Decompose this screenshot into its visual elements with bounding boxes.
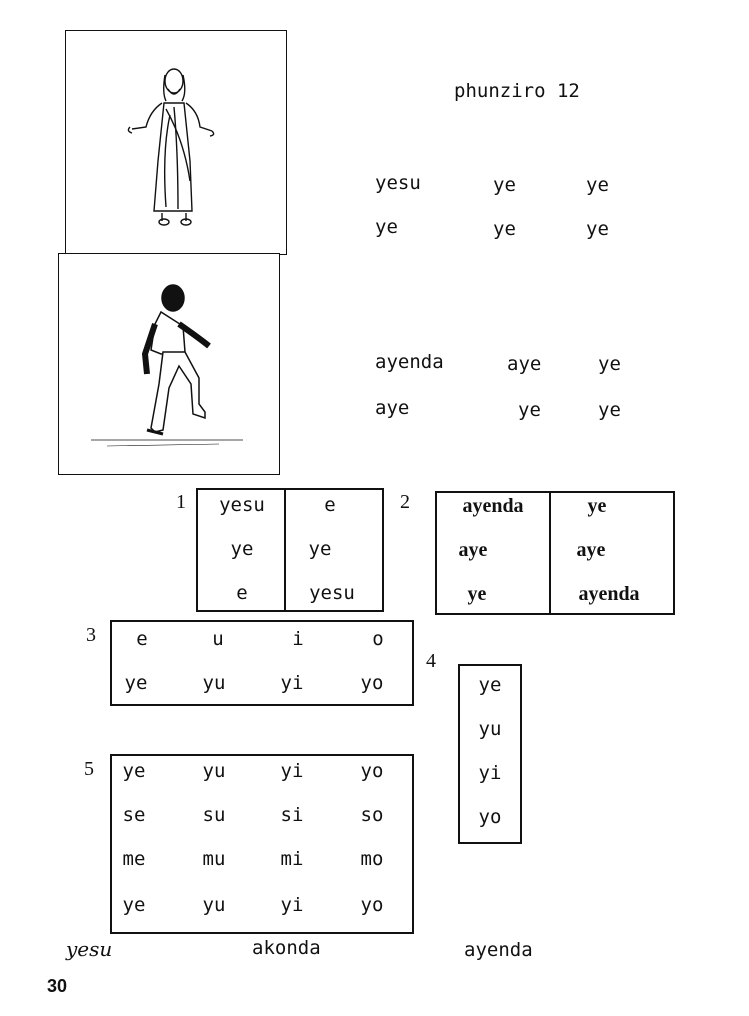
table-cell: o bbox=[372, 628, 384, 650]
walking-man-icon bbox=[59, 254, 279, 474]
exercise-number: 5 bbox=[84, 758, 94, 780]
exercise4-table bbox=[458, 664, 522, 844]
lesson-word: ye bbox=[493, 174, 516, 196]
lesson-word: ye bbox=[586, 174, 609, 196]
lesson-word: ye bbox=[493, 218, 516, 240]
table-cell: yo bbox=[360, 894, 384, 916]
table-cell: yo bbox=[478, 806, 502, 828]
table-cell: ye bbox=[308, 538, 332, 560]
table-cell: me bbox=[122, 848, 146, 870]
table-cell: yo bbox=[360, 672, 384, 694]
lesson-word: aye bbox=[375, 397, 410, 419]
exercise5-table bbox=[110, 754, 414, 934]
lesson-word: ye bbox=[598, 399, 621, 421]
table-cell: e bbox=[136, 628, 148, 650]
table-cell: su bbox=[202, 804, 226, 826]
table-cell: i bbox=[292, 628, 304, 650]
table-cell: ye bbox=[587, 495, 607, 517]
table-cell: aye bbox=[458, 539, 488, 561]
table-cell: se bbox=[122, 804, 146, 826]
lesson-word: ayenda bbox=[375, 351, 444, 373]
lesson-word: ye bbox=[586, 218, 609, 240]
table-cell: yesu bbox=[309, 582, 355, 604]
table-cell: mi bbox=[280, 848, 304, 870]
footer-word: yesu bbox=[66, 937, 113, 961]
lesson-word: ye bbox=[375, 216, 398, 238]
exercise1-table bbox=[196, 488, 384, 612]
table-cell: ye bbox=[124, 672, 148, 694]
jesus-figure-icon bbox=[66, 31, 286, 253]
table-cell: ye bbox=[122, 894, 146, 916]
page-number: 30 bbox=[47, 976, 68, 996]
table-cell: yesu bbox=[219, 494, 265, 516]
table-cell: ye bbox=[467, 583, 487, 605]
table-cell: mo bbox=[360, 848, 384, 870]
table-cell: ayenda bbox=[578, 583, 640, 605]
lesson-word: aye bbox=[507, 353, 542, 375]
table-cell: si bbox=[280, 804, 304, 826]
jesus-illustration-panel bbox=[65, 30, 287, 255]
lesson-word: yesu bbox=[375, 172, 421, 194]
exercise-number: 1 bbox=[176, 491, 186, 513]
table-cell: ayenda bbox=[462, 495, 524, 517]
table-cell: yu bbox=[478, 718, 502, 740]
table-cell: so bbox=[360, 804, 384, 826]
footer-word: akonda bbox=[252, 937, 321, 959]
footer-word: ayenda bbox=[464, 939, 533, 961]
table-cell: ye bbox=[230, 538, 254, 560]
table-cell: u bbox=[212, 628, 224, 650]
table-cell: e bbox=[324, 494, 336, 516]
table-cell: yi bbox=[280, 760, 304, 782]
table-cell: ye bbox=[122, 760, 146, 782]
table-cell: aye bbox=[576, 539, 606, 561]
table-cell: yi bbox=[478, 762, 502, 784]
table-cell: yo bbox=[360, 760, 384, 782]
exercise-number: 3 bbox=[86, 624, 96, 646]
table-cell: yi bbox=[280, 672, 304, 694]
table-cell: yi bbox=[280, 894, 304, 916]
exercise-number: 4 bbox=[426, 650, 436, 672]
lesson-word: ye bbox=[598, 353, 621, 375]
walking-man-illustration-panel bbox=[58, 253, 280, 475]
lesson-word: ye bbox=[518, 399, 541, 421]
table-cell: yu bbox=[202, 760, 226, 782]
exercise3-table bbox=[110, 620, 414, 706]
exercise2-table bbox=[435, 491, 675, 615]
table-cell: ye bbox=[478, 674, 502, 696]
lesson-title: phunziro 12 bbox=[454, 80, 580, 102]
table-cell: yu bbox=[202, 672, 226, 694]
table-cell: e bbox=[236, 582, 248, 604]
exercise-number: 2 bbox=[400, 491, 410, 513]
table-cell: mu bbox=[202, 848, 226, 870]
table-cell: yu bbox=[202, 894, 226, 916]
